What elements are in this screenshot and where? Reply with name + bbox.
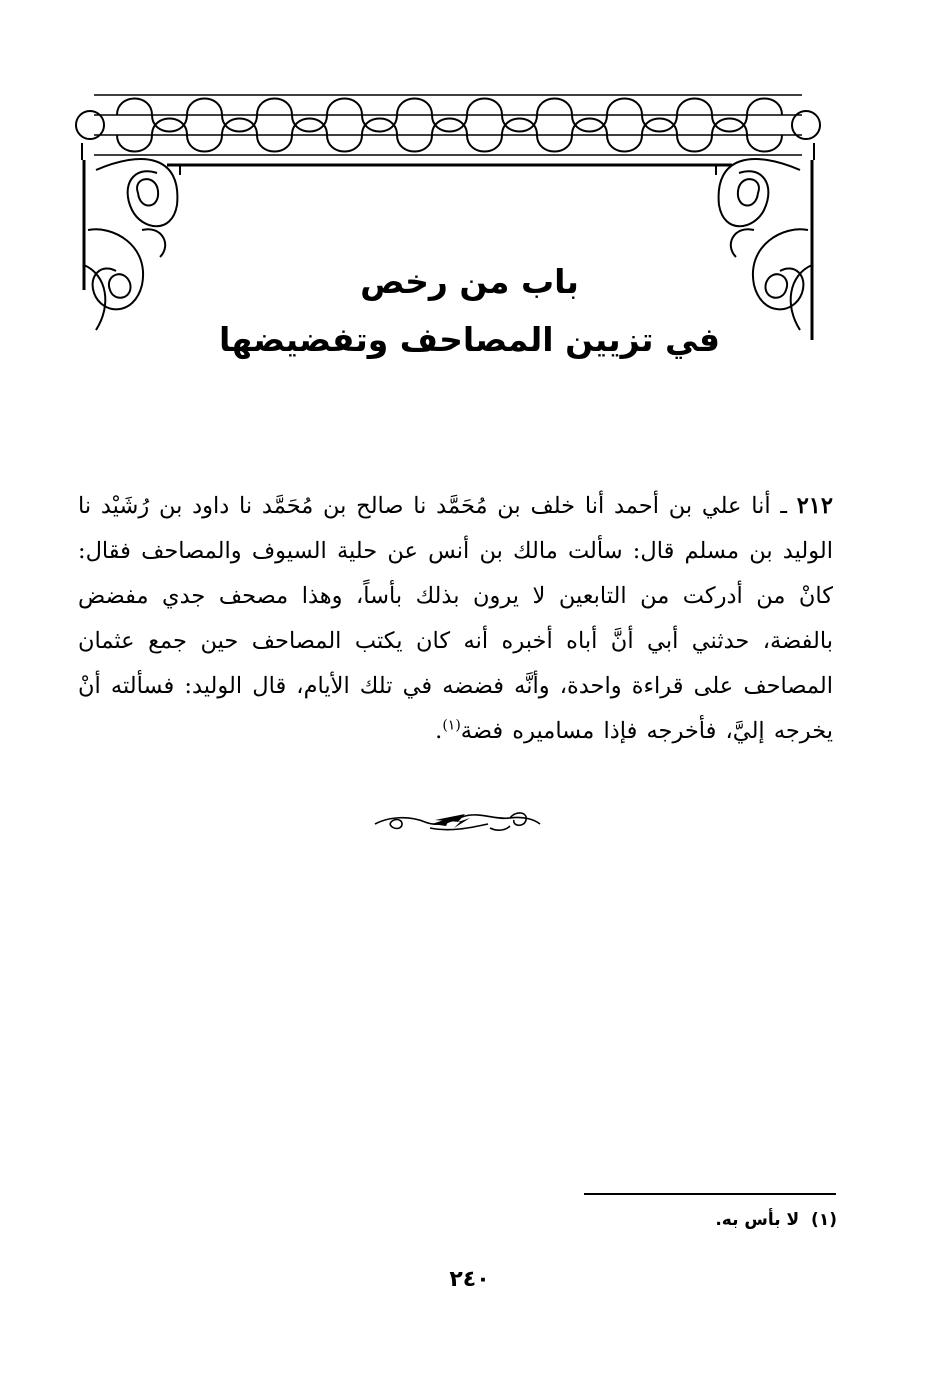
chapter-title-line-2: في تزيين المصاحف وتفضيضها — [218, 320, 721, 359]
footnote-reference: (١) — [442, 717, 461, 734]
divider-ornament — [370, 806, 545, 836]
right-floral-corner — [719, 159, 812, 330]
hadith-text: أنا علي بن أحمد أنا خلف بن مُحَمَّد نا صالح بن مُحَمَّد نا داود بن رُشَيْد نا الوليد بن مسلم قال: سألت مالك بن أنس عن حلية السيوف والمصاحف فقال: كانْ من أدركت من التابعين لا يرون بذلك بأساً، وهذا مصحف جدي مفضض بالفضة، حدثني أبي أنَّ أباه أخبره أنه كان يكتب المصاحف حين جمع عثمان المصاحف على قراءة واحدة، وأنَّه فضضه في تلك الأيام، قال الوليد: فسألته أنْ يخرجه إليَّ، فأخرجه فإذا مساميره فضة — [78, 493, 833, 744]
left-floral-corner — [84, 159, 177, 330]
footnote-separator — [584, 1193, 836, 1195]
chain-ornament-band — [76, 95, 820, 160]
footnote-text: لا بأس به. — [715, 1210, 800, 1230]
hadith-end: . — [435, 718, 443, 744]
footnote — [400, 1210, 837, 1230]
chapter-title-line-1: باب من رخص — [360, 262, 579, 301]
page-number: ٢٤٠ — [449, 1267, 490, 1292]
hadith-number-separator: ـ — [770, 493, 797, 519]
decorative-title-frame — [72, 85, 824, 350]
hadith-paragraph — [78, 484, 833, 754]
hadith-number: ٢١٢ — [796, 493, 833, 519]
footnote-marker: (١) — [811, 1210, 837, 1230]
